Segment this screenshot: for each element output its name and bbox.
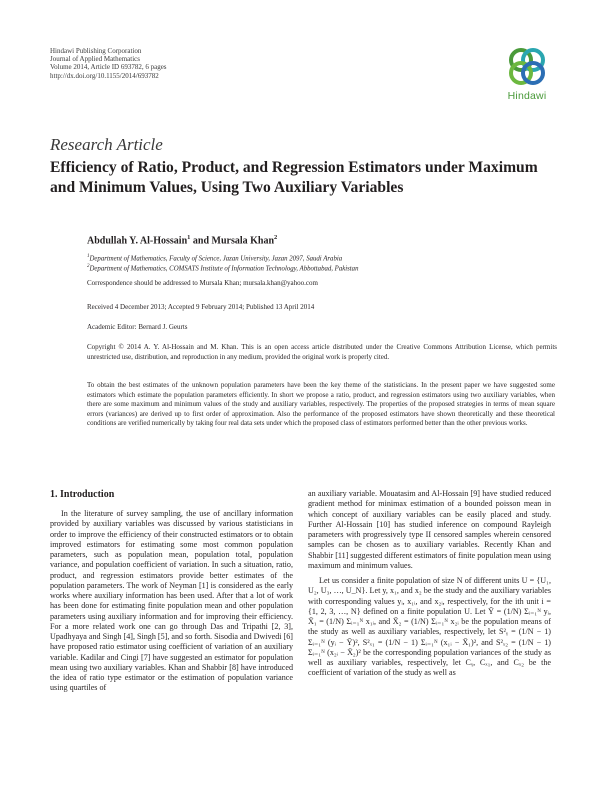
- correspondence: Correspondence should be addressed to Mursala Khan; mursala.khan@yahoo.com: [87, 279, 318, 287]
- hindawi-logo[interactable]: [500, 46, 554, 104]
- body-paragraph: an auxiliary variable. Mouatasim and Al-Hossain [9] have studied reduced gradient method for minimax estimation of a bounded poisson mean in which concept of auxiliary variables can be easily placed and study. Further Al-Hossain [10] has studied inference on compound Rayleigh parameters with progressively type II censored samples wherein censored samples can be chosen as to auxiliary variables. Recently Khan and Shabbir [11] suggested different estimators of finite population mean using maximum and minimum values.: [308, 489, 551, 570]
- author-name[interactable]: Mursala Khan: [211, 235, 275, 247]
- affiliation-marker: 2: [274, 234, 278, 241]
- journal-info: [50, 47, 310, 80]
- affiliation-marker: 1: [187, 234, 191, 241]
- academic-editor: Academic Editor: Bernard J. Geurts: [87, 323, 188, 331]
- affiliation-text: Department of Mathematics, Faculty of Science, Jazan University, Jazan 2097, Saudi Arabia: [89, 255, 343, 263]
- affiliation-text: Department of Mathematics, COMSATS Institute of Information Technology, Abbottabad, Pakistan: [89, 265, 359, 273]
- logo-text: Hindawi: [507, 90, 547, 102]
- journal-name: Journal of Applied Mathematics: [50, 55, 141, 64]
- author-conjunction: and: [190, 235, 212, 247]
- abstract: To obtain the best estimates of the unknown population parameters have been the key theme of the statisticians. In the present paper we have suggested some estimators which estimate the population parameters efficiently. In short we propose a ratio, product, and regression estimators using two auxiliary variables, when there are some maximum and minimum values of the study and auxiliary variables, respectively. The properties of the proposed strategies in terms of mean square errors (variances) are derived up to first order of approximation. Also the performance of the proposed estimators have shown theoretically and these theoretical conditions are verified numerically by taking four real data sets under which the proposed class of estimators performed better than the other previous works.: [87, 381, 555, 428]
- hindawi-logo-icon: [506, 46, 548, 88]
- publication-dates: Received 4 December 2013; Accepted 9 February 2014; Published 13 April 2014: [87, 303, 315, 311]
- copyright-notice: Copyright © 2014 A. Y. Al-Hossain and M. Khan. This is an open access article distributed under the Creative Commons Attribution License, which permits unrestricted use, distribution, and reproduction in any medium, provided the original work is properly cited.: [87, 343, 557, 361]
- article-type: Research Article: [50, 135, 163, 154]
- body-paragraph: Let us consider a finite population of size N of different units U = {U₁, U₂, U₃, …, U_N}. Let y, x₁, and x₂ be the study and the auxiliary variables with corresponding values yᵢ, x₁ᵢ, and x₂ᵢ, respectively, for the ith unit i = {1, 2, 3, …, N} defined on a finite population U. Let Ȳ = (1/N) Σᵢ₌₁ᴺ yᵢ, X̄₁ = (1/N) Σᵢ₌₁ᴺ x₁ᵢ, and X̄₂ = (1/N) Σᵢ₌₁ᴺ x₂ᵢ be the population means of the study as well as auxiliary variables, respectively, let S²ᵧ = (1/N − 1) Σᵢ₌₁ᴺ (yᵢ − Ȳ)², S²ₓ₁ = (1/N − 1) Σᵢ₌₁ᴺ (x₁ᵢ − X̄₁)², and S²ₓ₂ = (1/N − 1) Σᵢ₌₁ᴺ (x₂ᵢ − X̄₂)² be the corresponding population variances of the study as well as auxiliary variables, respectively, let Cᵧ, Cₓ₁, and Cₓ₂ be the coefficient of variation of the study as well as: [308, 576, 551, 678]
- affiliation-marker: 1: [87, 254, 90, 259]
- body-paragraph: In the literature of survey sampling, the use of ancillary information provided by auxiliary variables was discussed by various statisticians in order to improve the efficiency of their constructed estimators or to obtain improved estimators for estimating some most common population parameters, such as population mean, population total, population variance, and population coefficient of variation. In such a situation, ratio, product, and regression estimators provide better estimates of the population parameters. The work of Neyman [1] is considered as the early works where auxiliary information has been used. After that a lot of work has been done for estimating finite population mean and other population parameters using auxiliary information and for improving their efficiency. For a more related work one can go through Das and Tripathi [2, 3], Upadhyaya and Singh [4], Singh [5], and so forth. Sisodia and Dwivedi [6] have proposed ratio estimator using coefficient of variation of an auxiliary variable. Kadilar and Cingi [7] have suggested an estimator for population mean using two auxiliary variables. Khan and Shabbir [8] have introduced the idea of ratio type estimator or the estimation of population variance using quartiles of: [50, 509, 293, 693]
- publisher-line: Hindawi Publishing Corporation: [50, 47, 142, 55]
- paper-title: Efficiency of Ratio, Product, and Regression Estimators under Maximum and Minimum Values, Using Two Auxiliary Variables: [50, 159, 538, 196]
- affiliation-marker: 2: [87, 264, 90, 269]
- body-column-left: [50, 489, 293, 694]
- doi-link[interactable]: http://dx.doi.org/10.1155/2014/693782: [50, 71, 159, 80]
- affiliation: [87, 262, 557, 274]
- author-list: [87, 234, 557, 246]
- section-heading: 1. Introduction: [50, 489, 115, 500]
- volume-line: Volume 2014, Article ID 693782, 6 pages: [50, 63, 167, 72]
- body-column-right: [308, 489, 551, 679]
- author-name[interactable]: Abdullah Y. Al-Hossain: [87, 235, 188, 247]
